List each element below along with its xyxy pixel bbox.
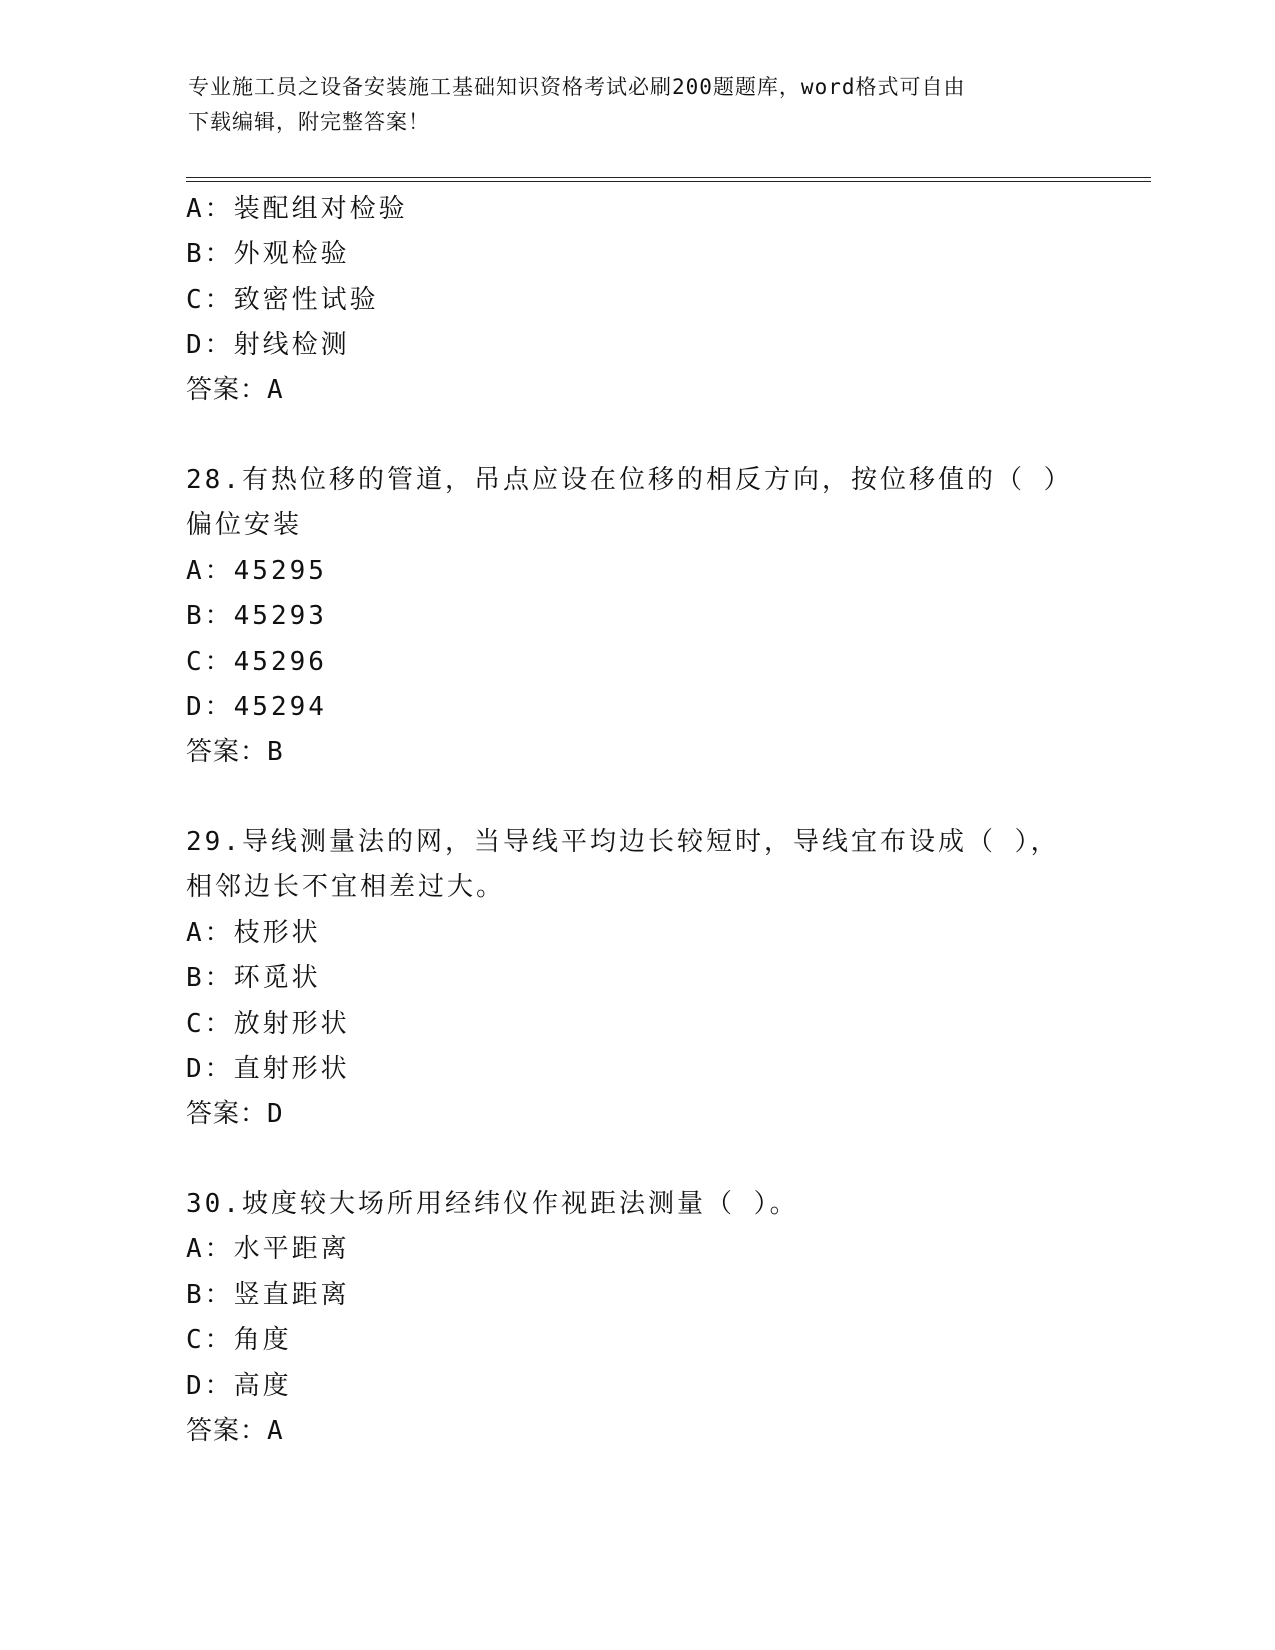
q27-answer-value: A xyxy=(267,375,284,405)
q30-answer-label: 答案： xyxy=(186,1416,268,1446)
q27-option-c: C：致密性试验 xyxy=(186,285,379,315)
q29-answer-value: D xyxy=(267,1099,284,1129)
q29-option-a: A：枝形状 xyxy=(186,918,321,948)
q28-option-c: C：45296 xyxy=(186,647,327,677)
q29-answer-label: 答案： xyxy=(186,1099,268,1129)
q29-answer xyxy=(186,1098,284,1130)
q28-option-a: A：45295 xyxy=(186,556,327,586)
q27-answer-label: 答案： xyxy=(186,375,268,405)
q30-option-a: A：水平距离 xyxy=(186,1234,350,1264)
q28-option-d: D：45294 xyxy=(186,692,327,722)
q29-option-b: B：环觅状 xyxy=(186,963,321,993)
q30-stem-line-1: 30.坡度较大场所用经纬仪作视距法测量（ ）。 xyxy=(186,1189,799,1219)
q28-stem-line-1: 28.有热位移的管道，吊点应设在位移的相反方向，按位移值的（ ） xyxy=(186,465,1073,495)
q27-option-a: A：装配组对检验 xyxy=(186,194,408,224)
q30-option-d: D：高度 xyxy=(186,1371,292,1401)
q29-stem-line-1: 29.导线测量法的网，当导线平均边长较短时，导线宜布设成（ ）， xyxy=(186,827,1060,857)
q28-stem-line-2: 偏位安装 xyxy=(186,510,303,540)
q30-answer-value: A xyxy=(267,1416,284,1446)
q29-option-c: C：放射形状 xyxy=(186,1009,350,1039)
q30-option-c: C：角度 xyxy=(186,1325,292,1355)
q30-option-b: B：竖直距离 xyxy=(186,1280,350,1310)
q29-option-d: D：直射形状 xyxy=(186,1054,350,1084)
q28-option-b: B：45293 xyxy=(186,601,327,631)
q28-answer xyxy=(186,736,284,768)
q28-answer-label: 答案： xyxy=(186,737,268,767)
header-title-line-1: 专业施工员之设备安装施工基础知识资格考试必刷200题题库，word格式可自由 xyxy=(188,75,966,99)
q27-answer xyxy=(186,374,284,406)
header-title-line-2: 下载编辑，附完整答案！ xyxy=(188,110,430,134)
q27-option-b: B：外观检验 xyxy=(186,239,350,269)
q30-answer xyxy=(186,1415,284,1447)
q27-option-d: D：射线检测 xyxy=(186,330,350,360)
q29-stem-line-2: 相邻边长不宜相差过大。 xyxy=(186,872,506,902)
header-divider-bottom xyxy=(186,181,1151,182)
q28-answer-value: B xyxy=(267,737,284,767)
header-divider-top xyxy=(186,177,1151,178)
